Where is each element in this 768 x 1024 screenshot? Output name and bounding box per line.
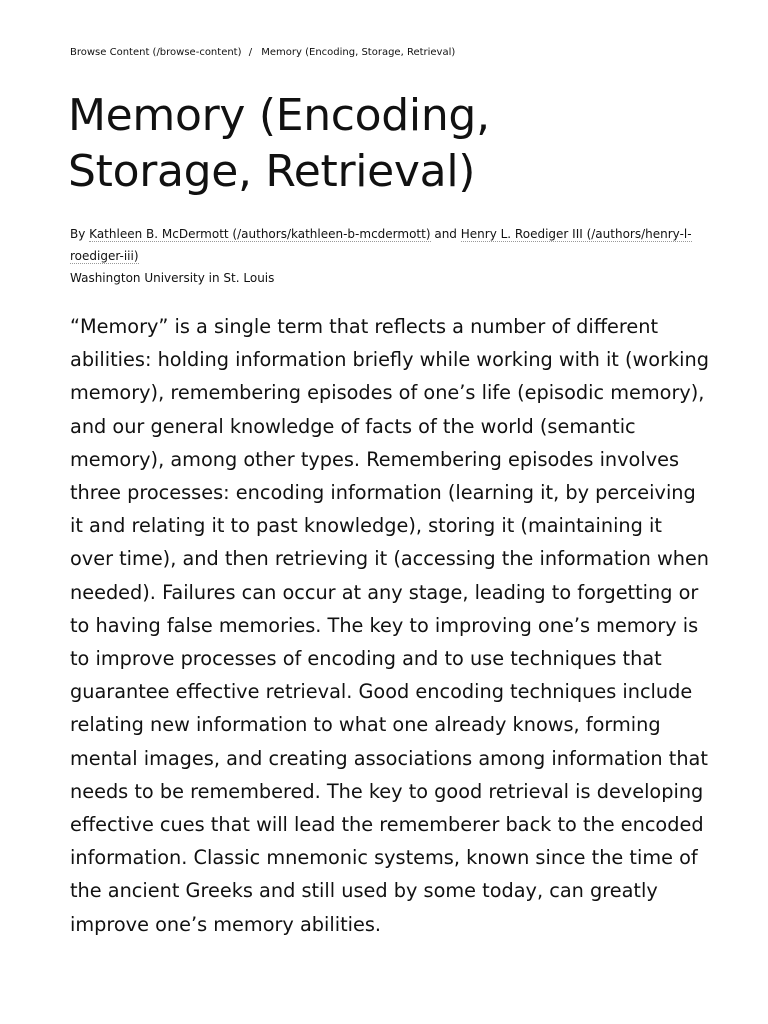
author-affiliation: Washington University in St. Louis xyxy=(70,271,275,285)
breadcrumb-browse-content-link[interactable]: Browse Content (/browse-content) xyxy=(70,47,242,58)
byline-prefix: By xyxy=(70,227,86,241)
breadcrumb-separator: / xyxy=(248,47,253,58)
author-byline xyxy=(70,223,710,289)
author-link-kathleen-mcdermott[interactable]: Kathleen B. McDermott (/authors/kathleen-b-mcdermott) xyxy=(89,227,431,241)
page-title xyxy=(68,88,708,200)
article-abstract: “Memory” is a single term that reflects a number of different abilities: holding information briefly while working with it (working memory), remembering episodes of one’s life (episodic memory), and our general knowledge of facts of the world (semantic memory), among other types. Remembering episodes involves three processes: encoding information (learning it, by perceiving it and relating it to past knowledge), storing it (maintaining it over time), and then retrieving it (accessing the information when needed). Failures can occur at any stage, leading to forgetting or to having false memories. The key to improving one’s memory is to improve processes of encoding and to use techniques that guarantee effective retrieval. Good encoding techniques include relating new information to what one already knows, forming mental images, and creating associations among information that needs to be remembered. The key to good retrieval is developing effective cues that will lead the rememberer back to the encoded information. Classic mnemonic systems, known since the time of the ancient Greeks and still used by some today, can greatly improve one’s memory abilities. xyxy=(70,315,710,936)
page-title-line-2: Storage, Retrieval) xyxy=(68,146,476,197)
byline-conjunction: and xyxy=(434,227,457,241)
breadcrumb-current-page: Memory (Encoding, Storage, Retrieval) xyxy=(261,47,456,58)
breadcrumb xyxy=(70,47,455,58)
author-link-henry-roediger[interactable]: Henry L. Roediger III (/authors/henry-l-roediger-iii) xyxy=(70,227,692,263)
page-title-line-1: Memory (Encoding, xyxy=(68,90,490,141)
